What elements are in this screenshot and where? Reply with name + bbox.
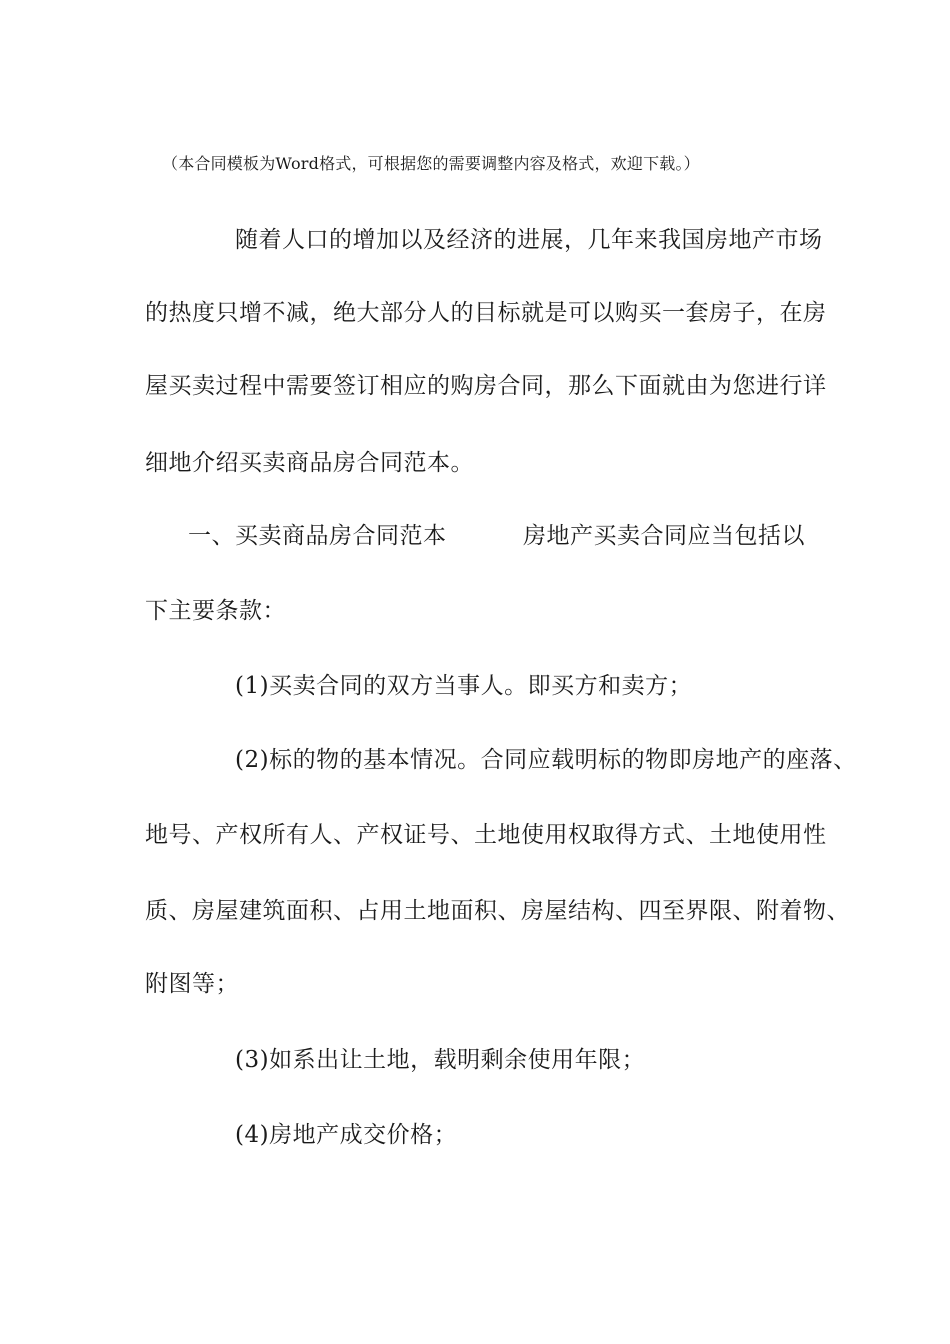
clause-2-line-4: 附图等； — [145, 971, 239, 997]
clause-1: (1)买卖合同的双方当事人。即买方和卖方； — [235, 673, 693, 699]
clause-3: (3)如系出让土地，载明剩余使用年限； — [235, 1047, 646, 1073]
clause-4: (4)房地产成交价格； — [235, 1122, 458, 1148]
intro-line-1: 随着人口的增加以及经济的进展，几年来我国房地产市场 — [235, 227, 823, 253]
template-note: （本合同模板为Word格式，可根据您的需要调整内容及格式，欢迎下载。） — [162, 154, 700, 173]
intro-line-2: 的热度只增不减，绝大部分人的目标就是可以购买一套房子，在房 — [145, 300, 827, 326]
clause-2-line-2: 地号、产权所有人、产权证号、土地使用权取得方式、土地使用性 — [145, 822, 827, 848]
section-heading: 一、买卖商品房合同范本 — [188, 523, 447, 549]
intro-line-4: 细地介绍买卖商品房合同范本。 — [145, 450, 474, 476]
intro-line-3: 屋买卖过程中需要签订相应的购房合同，那么下面就由为您进行详 — [145, 373, 827, 399]
clause-2-line-1: (2)标的物的基本情况。合同应载明标的物即房地产的座落、 — [235, 747, 857, 773]
section-text-1: 房地产买卖合同应当包括以 — [523, 523, 805, 549]
section-text-2: 下主要条款： — [145, 598, 286, 624]
clause-2-line-3: 质、房屋建筑面积、占用土地面积、房屋结构、四至界限、附着物、 — [145, 898, 850, 924]
